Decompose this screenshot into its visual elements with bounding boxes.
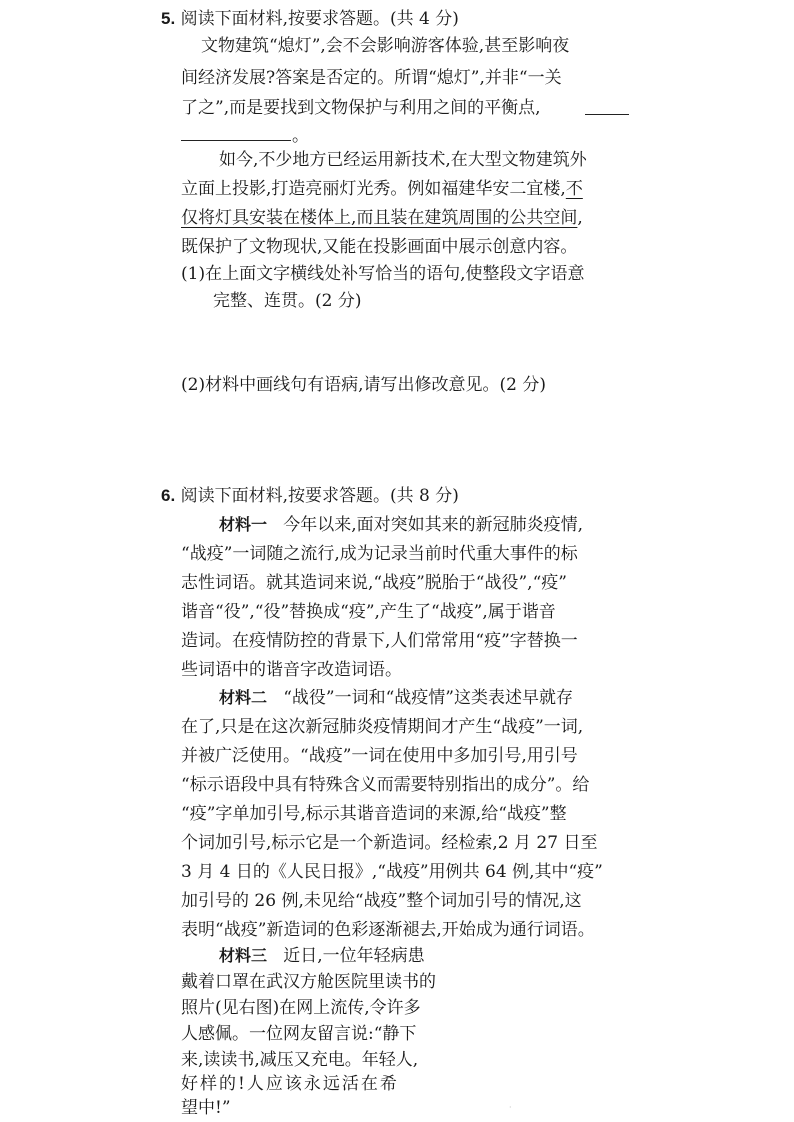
q6-material2-line9: 表明“战疫”新造词的色彩逐渐褪去,开始成为通行词语。 bbox=[181, 920, 595, 940]
q6-stem: 阅读下面材料,按要求答题。(共 8 分) bbox=[180, 486, 459, 506]
q6-material1-line3: 志性词语。就其造词来说,“战疫”脱胎于“战役”,“疫” bbox=[181, 573, 567, 593]
q6-material2-line5: “疫”字单加引号,标示其谐音造词的来源,给“战疫”整 bbox=[181, 804, 567, 824]
q5-heading bbox=[161, 7, 459, 31]
answer-blank-end-line[interactable] bbox=[585, 113, 629, 115]
q5-sub2: (2)材料中画线句有语病,请写出修改意见。(2 分) bbox=[181, 375, 546, 395]
q5-para1-period: 。 bbox=[292, 126, 309, 146]
q6-material1-line5: 造词。在疫情防控的背景下,人们常常用“疫”字替换一 bbox=[181, 631, 578, 651]
q5-para2-line4: 既保护了文物现状,又能在投影画面中展示创意内容。 bbox=[181, 237, 578, 257]
q6-material3-line1 bbox=[219, 944, 425, 968]
q6-material3-line4: 人感佩。一位网友留言说:“静下 bbox=[181, 1024, 417, 1044]
q6-number: 6. bbox=[161, 486, 176, 505]
scan-speck: · bbox=[509, 1103, 512, 1112]
material1-text-1: 今年以来,面对突如其来的新冠肺炎疫情, bbox=[283, 515, 584, 535]
q6-material1-line4: 谐音“役”,“役”替换成“疫”,产生了“战疫”,属于谐音 bbox=[181, 602, 556, 622]
material1-label: 材料一 bbox=[219, 515, 268, 534]
q5-para1-line1: 文物建筑“熄灯”,会不会影响游客体验,甚至影响夜 bbox=[201, 36, 570, 56]
q6-material2-line1 bbox=[219, 686, 573, 710]
material2-label: 材料二 bbox=[219, 688, 268, 707]
q5-para2-line3 bbox=[181, 206, 583, 230]
photo-area bbox=[500, 960, 670, 1110]
q5-para1-line3: 了之”,而是要找到文物保护与利用之间的平衡点, bbox=[181, 98, 541, 118]
q5-stem: 阅读下面材料,按要求答题。(共 4 分) bbox=[180, 9, 459, 29]
q6-material3-line7: 望中!” bbox=[181, 1098, 231, 1118]
q6-material1-line2: “战疫”一词随之流行,成为记录当前时代重大事件的标 bbox=[181, 544, 578, 564]
material2-text-1: “战役”一词和“战疫情”这类表述早就存 bbox=[283, 688, 573, 708]
q5-para2-line3-comma: , bbox=[577, 208, 583, 228]
answer-blank-line[interactable] bbox=[181, 139, 291, 141]
q5-sub1-line2: 完整、连贯。(2 分) bbox=[213, 291, 362, 311]
q6-material3-line5: 来,读读书,减压又充电。年轻人, bbox=[181, 1050, 419, 1070]
material3-text-1: 近日,一位年轻病患 bbox=[283, 946, 425, 966]
q6-material3-line3: 照片(见右图)在网上流传,令许多 bbox=[181, 998, 421, 1018]
q6-material2-line2: 在了,只是在这次新冠肺炎疫情期间才产生“战疫”一词, bbox=[181, 717, 584, 737]
q6-material3-line2: 戴着口罩在武汉方舱医院里读书的 bbox=[181, 972, 436, 992]
q5-para2-line1: 如今,不少地方已经运用新技术,在大型文物建筑外 bbox=[219, 150, 587, 170]
q6-material3-line6: 好样的!人应该永远活在希 bbox=[181, 1074, 399, 1094]
q6-material2-line6: 个词加引号,标示它是一个新造词。经检索,2 月 27 日至 bbox=[181, 833, 598, 853]
q6-heading bbox=[161, 484, 459, 508]
underlined-sentence: 仅将灯具安装在楼体上,而且装在建筑周围的公共空间 bbox=[181, 208, 578, 228]
q5-para2-line2-text: 立面上投影,打造亮丽灯光秀。例如福建华安二宜楼, bbox=[181, 179, 566, 199]
q6-material1-line1 bbox=[219, 513, 583, 537]
q6-material2-line4: “标示语段中具有特殊含义而需要特别指出的成分”。给 bbox=[181, 775, 590, 795]
q5-number: 5. bbox=[161, 9, 176, 28]
material3-label: 材料三 bbox=[219, 946, 268, 965]
q6-material1-line6: 些词语中的谐音字改造词语。 bbox=[181, 660, 402, 680]
q5-para2-line2 bbox=[181, 177, 583, 201]
q6-material2-line7: 3 月 4 日的《人民日报》,“战疫”用例共 64 例,其中“疫” bbox=[181, 862, 603, 882]
q5-para1-line2: 间经济发展?答案是否定的。所谓“熄灯”,并非“一关 bbox=[181, 68, 562, 88]
q5-sub1-line1: (1)在上面文字横线处补写恰当的语句,使整段文字语意 bbox=[181, 264, 585, 284]
underlined-sentence-start: 不 bbox=[565, 179, 583, 199]
q6-material2-line8: 加引号的 26 例,未见给“战疫”整个词加引号的情况,这 bbox=[181, 891, 582, 911]
q6-material2-line3: 并被广泛使用。“战疫”一词在使用中多加引号,用引号 bbox=[181, 746, 578, 766]
